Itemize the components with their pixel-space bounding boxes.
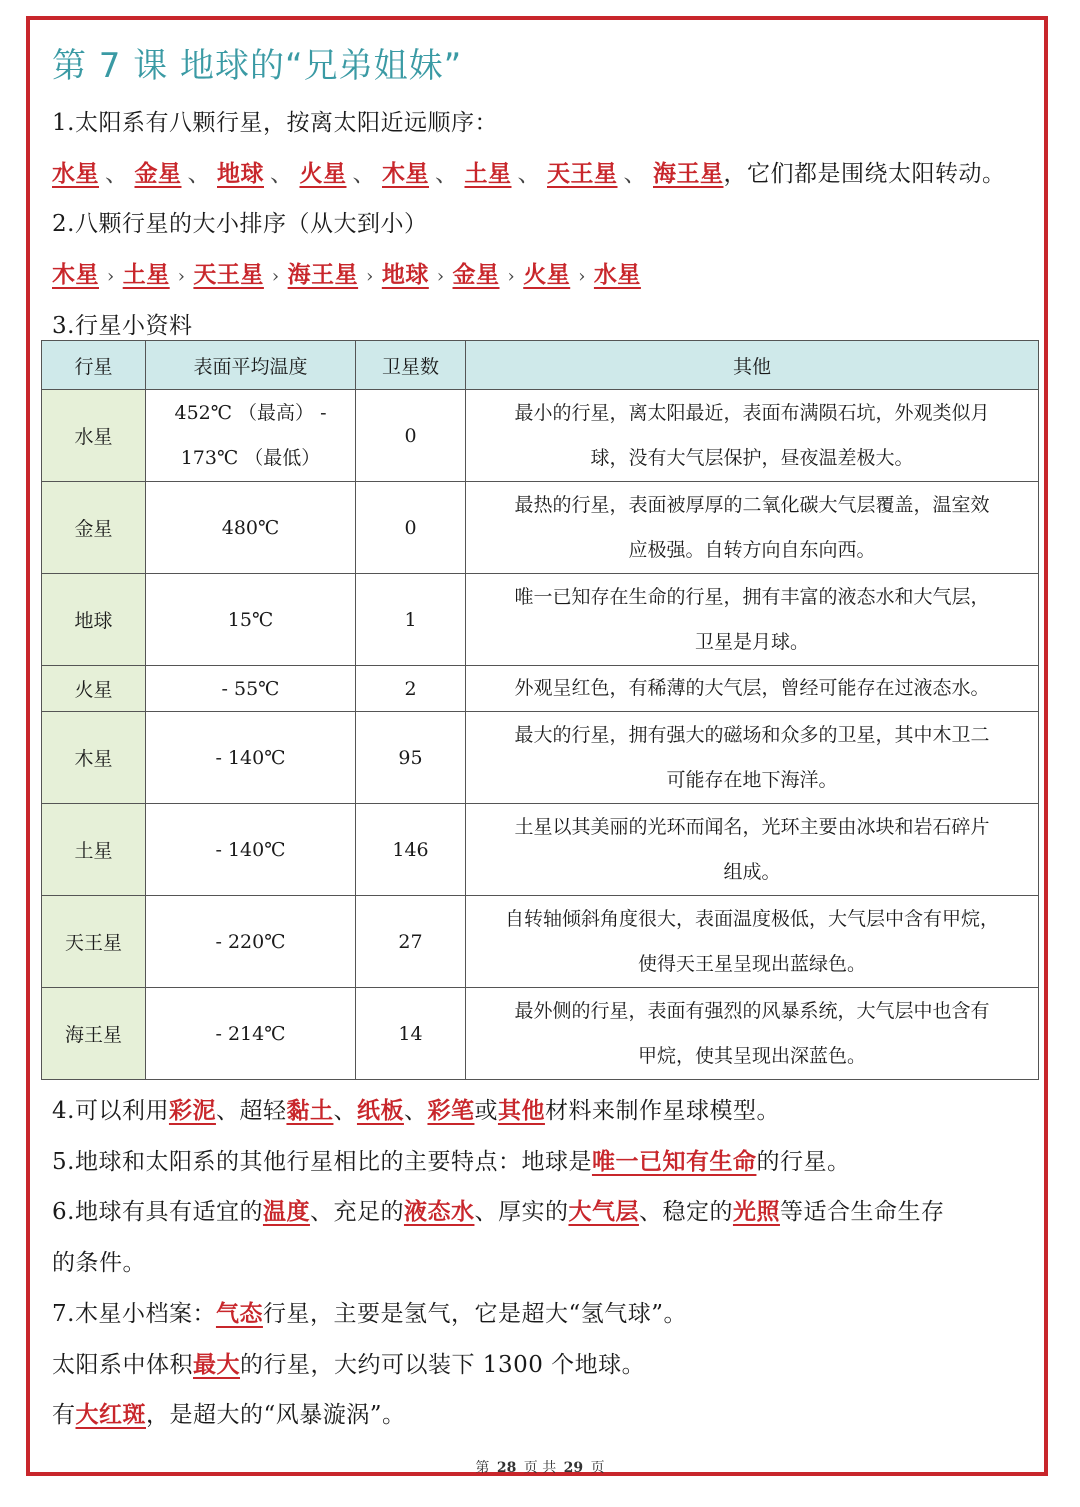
- notes-cell: [466, 712, 1039, 804]
- keyword: 大气层: [568, 1198, 639, 1225]
- keyword: 黏土: [286, 1097, 334, 1124]
- table-header-row: [42, 341, 1039, 390]
- temperature-cell: 480℃: [146, 482, 356, 574]
- planet-name-cell: 土星: [42, 804, 146, 896]
- temperature-cell: - 140℃: [146, 712, 356, 804]
- table-row: [42, 896, 1039, 988]
- greater-than-symbol: ›: [107, 266, 115, 287]
- current-page-number: 28: [496, 1460, 517, 1476]
- text: 太阳系中体积: [52, 1352, 193, 1378]
- notes-line: 最热的行星，表面被厚厚的二氧化碳大气层覆盖，温室效: [514, 493, 990, 516]
- planet-keyword: 水星: [593, 261, 641, 288]
- planet-data-table: [41, 340, 1039, 1080]
- column-header: 其他: [466, 341, 1039, 390]
- section6-line: [52, 1193, 944, 1226]
- greater-than-symbol: ›: [578, 266, 586, 287]
- notes-line: 唯一已知存在生命的行星，拥有丰富的液态水和大气层，: [514, 585, 990, 608]
- text: 或: [474, 1098, 498, 1124]
- moon-count-cell: 0: [356, 482, 466, 574]
- column-header: 表面平均温度: [146, 341, 356, 390]
- moon-count-cell: 1: [356, 574, 466, 666]
- section1-heading: 1.太阳系有八颗行星，按离太阳近远顺序：: [52, 110, 498, 136]
- temperature-cell: - 140℃: [146, 804, 356, 896]
- keyword: 液态水: [403, 1198, 475, 1225]
- planet-order-line: [52, 155, 1006, 188]
- temperature-line: 173℃ （最低）: [180, 446, 321, 469]
- text: 、: [403, 1098, 428, 1124]
- notes-line: 自转轴倾斜角度很大，表面温度极低，大气层中含有甲烷，: [504, 907, 999, 930]
- text: 材料来制作星球模型。: [544, 1098, 780, 1124]
- section5-line: [52, 1143, 850, 1176]
- moon-count-cell: 14: [356, 988, 466, 1080]
- planet-name-cell: 地球: [42, 574, 146, 666]
- table-row: [42, 666, 1039, 712]
- text: 、超轻: [215, 1098, 287, 1124]
- notes-cell: [466, 804, 1039, 896]
- greater-than-symbol: ›: [507, 266, 516, 287]
- separator: 、: [623, 161, 647, 187]
- section3-heading: 3.行星小资料: [52, 313, 193, 339]
- section4-line: [52, 1092, 780, 1125]
- temperature-cell: - 55℃: [146, 666, 356, 712]
- planet-keyword: 地球: [217, 160, 264, 187]
- keyword: 彩泥: [168, 1097, 216, 1124]
- planet-keyword: 金星: [452, 261, 500, 288]
- planet-order-tail: ，它们都是围绕太阳转动。: [723, 161, 1006, 187]
- table-row: [42, 390, 1039, 482]
- section2-heading: 2.八颗行星的大小排序（从大到小）: [52, 211, 428, 237]
- temperature-cell: [146, 390, 356, 482]
- size-order-line: [52, 256, 641, 289]
- section7-line: [52, 1295, 687, 1328]
- notes-cell: [466, 390, 1039, 482]
- table-row: [42, 988, 1039, 1080]
- text: 、充足的: [309, 1199, 404, 1225]
- lesson-title: 第 7 课 地球的“兄弟姐妹”: [52, 46, 463, 86]
- keyword: 温度: [262, 1198, 310, 1225]
- section6-line-continued: 的条件。: [52, 1250, 146, 1276]
- separator: 、: [187, 161, 211, 187]
- table-row: [42, 574, 1039, 666]
- keyword: 最大: [193, 1351, 240, 1378]
- separator: 、: [105, 161, 129, 187]
- text: 、稳定的: [638, 1199, 733, 1225]
- footer-text: 第: [475, 1460, 490, 1476]
- notes-cell: 外观呈红色，有稀薄的大气层，曾经可能存在过液态水。: [466, 666, 1039, 712]
- notes-line: 最大的行星，拥有强大的磁场和众多的卫星，其中木卫二: [514, 723, 990, 746]
- total-page-count: 29: [563, 1460, 584, 1476]
- keyword: 其他: [497, 1097, 545, 1124]
- text: 4.可以利用: [52, 1098, 169, 1124]
- table-row: [42, 804, 1039, 896]
- notes-line: 球，没有大气层保护，昼夜温差极大。: [590, 446, 914, 469]
- footer-text: 页 共: [523, 1460, 557, 1476]
- temperature-cell: - 214℃: [146, 988, 356, 1080]
- footer-text: 页: [590, 1460, 605, 1476]
- text: 等适合生命生存: [779, 1199, 945, 1225]
- text: 5.地球和太阳系的其他行星相比的主要特点：地球是: [52, 1149, 592, 1175]
- section7-line: [52, 1396, 406, 1429]
- planet-keyword: 土星: [464, 160, 512, 187]
- moon-count-cell: 0: [356, 390, 466, 482]
- text: 、: [333, 1098, 357, 1124]
- planet-keyword: 木星: [52, 261, 99, 288]
- notes-cell: [466, 574, 1039, 666]
- notes-line: 卫星是月球。: [694, 630, 809, 653]
- notes-line: 最外侧的行星，表面有强烈的风暴系统，大气层中也含有: [514, 999, 990, 1022]
- planet-name-cell: 海王星: [42, 988, 146, 1080]
- notes-line: 甲烷，使其呈现出深蓝色。: [637, 1044, 866, 1067]
- temperature-line: 452℃ （最高） -: [174, 401, 327, 424]
- keyword: 彩笔: [427, 1097, 475, 1124]
- moon-count-cell: 27: [356, 896, 466, 988]
- notes-line: 土星以其美丽的光环而闻名，光环主要由冰块和岩石碎片: [514, 815, 990, 838]
- keyword: 唯一已知有生命: [591, 1148, 757, 1175]
- planet-keyword: 天王星: [193, 261, 264, 288]
- temperature-cell: - 220℃: [146, 896, 356, 988]
- text: 7.木星小档案：: [52, 1301, 216, 1327]
- text: 行星，主要是氢气，它是超大“氢气球”。: [262, 1301, 687, 1327]
- page-footer: [0, 1457, 1080, 1477]
- notes-cell: [466, 988, 1039, 1080]
- text: 的行星。: [756, 1149, 851, 1175]
- planet-keyword: 火星: [523, 261, 571, 288]
- notes-line: 应极强。自转方向自东向西。: [628, 538, 876, 561]
- notes-cell: [466, 482, 1039, 574]
- keyword: 光照: [732, 1198, 780, 1225]
- planet-keyword: 木星: [382, 160, 429, 187]
- greater-than-symbol: ›: [271, 266, 280, 287]
- greater-than-symbol: ›: [436, 266, 445, 287]
- moon-count-cell: 2: [356, 666, 466, 712]
- text: 的行星，大约可以装下 1300 个地球。: [240, 1352, 646, 1378]
- separator: 、: [517, 161, 541, 187]
- planet-keyword: 火星: [299, 160, 347, 187]
- temperature-cell: 15℃: [146, 574, 356, 666]
- planet-keyword: 水星: [52, 160, 99, 187]
- separator: 、: [435, 161, 459, 187]
- notes-line: 组成。: [723, 860, 781, 883]
- moon-count-cell: 95: [356, 712, 466, 804]
- notes-line: 可能存在地下海洋。: [666, 768, 838, 791]
- keyword: 纸板: [356, 1097, 404, 1124]
- table-row: [42, 482, 1039, 574]
- greater-than-symbol: ›: [366, 266, 374, 287]
- planet-keyword: 地球: [381, 261, 429, 288]
- text: 、厚实的: [474, 1199, 569, 1225]
- planet-keyword: 金星: [134, 160, 182, 187]
- planet-keyword: 土星: [122, 261, 170, 288]
- planet-name-cell: 火星: [42, 666, 146, 712]
- keyword: 大红斑: [75, 1401, 146, 1428]
- planet-name-cell: 天王星: [42, 896, 146, 988]
- planet-name-cell: 木星: [42, 712, 146, 804]
- notes-line: 使得天王星呈现出蓝绿色。: [637, 952, 866, 975]
- text: ，是超大的“风暴漩涡”。: [146, 1402, 406, 1428]
- separator: 、: [270, 161, 294, 187]
- table-row: [42, 712, 1039, 804]
- greater-than-symbol: ›: [177, 266, 186, 287]
- planet-keyword: 海王星: [287, 261, 359, 288]
- column-header: 行星: [42, 341, 146, 390]
- keyword: 气态: [215, 1300, 263, 1327]
- column-header: 卫星数: [356, 341, 466, 390]
- planet-keyword: 海王星: [653, 160, 724, 187]
- notes-line: 最小的行星，离太阳最近，表面布满陨石坑，外观类似月: [514, 401, 990, 424]
- text: 6.地球有具有适宜的: [52, 1199, 263, 1225]
- section7-line: [52, 1346, 645, 1379]
- planet-keyword: 天王星: [547, 160, 618, 187]
- moon-count-cell: 146: [356, 804, 466, 896]
- text: 有: [52, 1402, 76, 1428]
- separator: 、: [352, 161, 376, 187]
- planet-name-cell: 水星: [42, 390, 146, 482]
- planet-name-cell: 金星: [42, 482, 146, 574]
- notes-cell: [466, 896, 1039, 988]
